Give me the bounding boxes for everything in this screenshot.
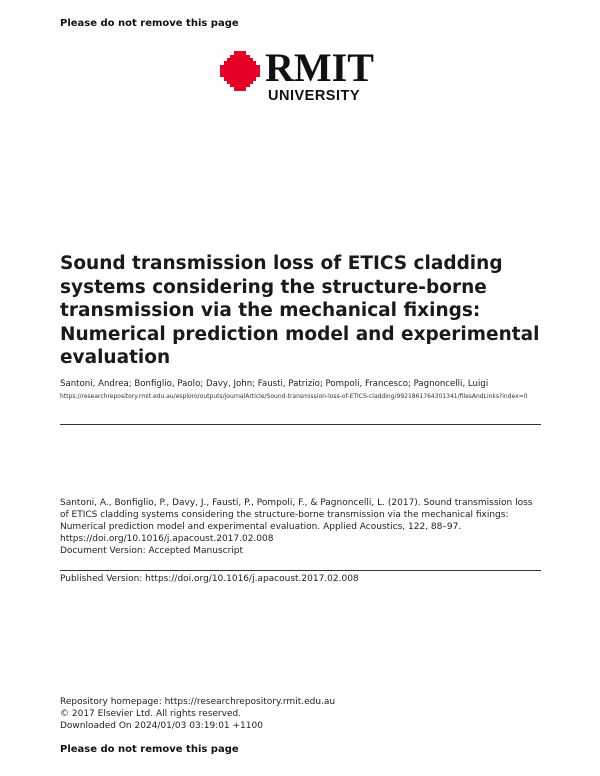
logo-subtitle: UNIVERSITY	[268, 88, 361, 104]
repository-homepage[interactable]: Repository homepage: https://researchrepository.rmit.edu.au	[60, 697, 336, 707]
logo-wordmark: RMIT	[265, 45, 374, 90]
citation-line: Numerical prediction model and experimental evaluation. Applied Acoustics, 122, 88–97.	[60, 522, 462, 532]
paper-title: Sound transmission loss of ETICS cladding systems considering the structure-borne transmission via the mechanical fixings: Numerical prediction model and experimental evaluation	[60, 253, 540, 368]
rmit-logo	[220, 47, 380, 109]
published-version[interactable]: Published Version: https://doi.org/10.1016/j.apacoust.2017.02.008	[60, 574, 359, 584]
divider	[60, 424, 541, 425]
citation-block	[60, 497, 542, 557]
citation-doi-link[interactable]: https://doi.org/10.1016/j.apacoust.2017.02.008	[60, 534, 274, 544]
footer-notice: Please do not remove this page	[60, 744, 239, 755]
rmit-pixel-logo-icon	[220, 51, 260, 91]
citation-line: Santoni, A., Bonfiglio, P., Davy, J., Fausti, P., Pompoli, F., & Pagnoncelli, L. (2017). Sound transmission loss	[60, 498, 533, 508]
header-notice: Please do not remove this page	[60, 18, 239, 29]
download-timestamp: Downloaded On 2024/01/03 03:19:01 +1100	[60, 721, 263, 731]
divider	[60, 570, 541, 571]
citation-line: of ETICS cladding systems considering the structure-borne transmission via the mechanical fixings:	[60, 510, 509, 520]
document-version: Document Version: Accepted Manuscript	[60, 546, 244, 556]
copyright-notice: © 2017 Elsevier Ltd. All rights reserved.	[60, 709, 242, 719]
paper-authors: Santoni, Andrea; Bonfiglio, Paolo; Davy, John; Fausti, Patrizio; Pompoli, Francesco; Pagnoncelli, Luigi	[60, 379, 489, 389]
repository-info	[60, 696, 335, 732]
repository-link[interactable]: https://researchrepository.rmit.edu.au/esploro/outputs/journalArticle/Sound-transmission-loss-of-ETICS-cladding/9921861764301341/filesAndLinks?index=0	[60, 393, 528, 400]
